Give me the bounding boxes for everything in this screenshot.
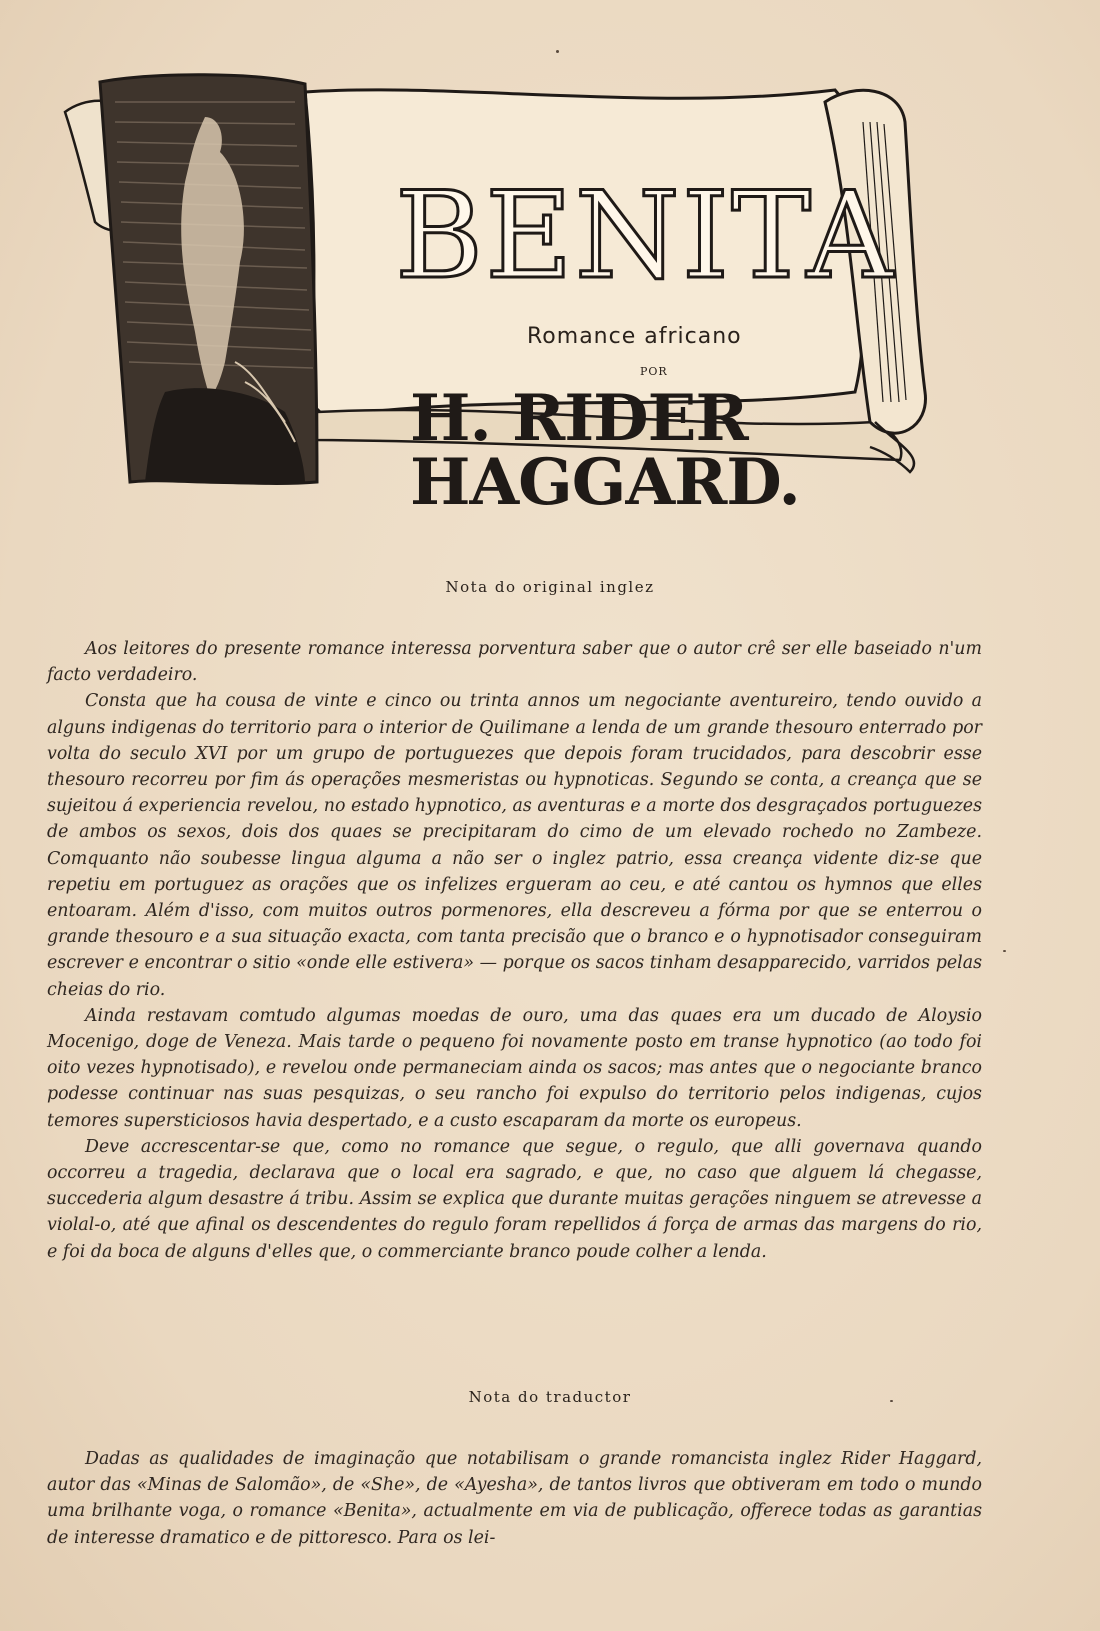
paper-speck: [1003, 950, 1006, 952]
by-label: POR: [640, 365, 668, 378]
section-heading-translator: Nota do traductor: [468, 1388, 632, 1406]
paragraph: Dadas as qualidades de imaginação que notabilisam o grande romancista inglez Rider Haggard, autor das «Minas de Salomão», de «She», de «Ayesha», de tantos livros que obtiveram em todo o mundo uma brilhante voga, o romance «Benita», actualmente em via de publicação, offerece todas as garantias de interesse dramatico e de pittoresco. Para os lei-: [47, 1449, 982, 1548]
title-banner: [55, 62, 975, 532]
book-subtitle: Romance africano: [527, 324, 742, 349]
author-name: H. RIDER HAGGARD.: [410, 381, 800, 520]
translator-note-body: [47, 1446, 982, 1551]
section-heading-original: Nota do original inglez: [445, 578, 655, 596]
paper-speck: [890, 1400, 893, 1402]
original-note-body: [47, 636, 982, 1265]
paragraph: Consta que ha cousa de vinte e cinco ou trinta annos um negociante aventureiro, tendo ouvido a alguns indigenas do territorio para o interior de Quilimane a lenda de um grande thesouro enterrado por volta do seculo XVI por um grupo de portuguezes que depois foram trucidados, para descobrir esse thesouro recorreu por fim ás operações mesmeristas ou hypnoticas. Segundo se conta, a creança que se sujeitou á experiencia revelou, no estado hypnotico, as aventuras e a morte dos desgraçados portuguezes de ambos os sexos, dois dos quaes se precipitaram do cimo de um elevado rochedo no Zambeze. Comquanto não soubesse lingua alguma a não ser o inglez patrio, essa creança vidente diz-se que repetiu em portuguez as orações que os infelizes ergueram ao ceu, e até cantou os hymnos que elles entoaram. Além d'isso, com muitos outros pormenores, ella descreveu a fórma por que se enterrou o grande thesouro e a sua situação exacta, com tanta precisão que o branco e o hypnotisador conseguiram escrever e encontrar o sitio «onde elle estivera» — porque os sacos tinham desapparecido, varridos pelas cheias do rio.: [47, 691, 982, 1000]
paragraph: Ainda restavam comtudo algumas moedas de ouro, uma das quaes era um ducado de Aloysio Mocenigo, doge de Veneza. Mais tarde o pequeno foi novamente posto em transe hypnotico (ao todo foi oito vezes hypnotisado), e revelou onde permaneciam ainda os sacos; mas antes que o negociante branco podesse continuar nas suas pesquizas, o seu rancho foi expulso do territorio pelos indigenas, cujos temores supersticiosos havia despertado, e a custo escaparam da morte os europeus.: [47, 1005, 982, 1131]
book-title: BENITA: [395, 167, 896, 306]
paragraph: Deve accrescentar-se que, como no romance que segue, o regulo, que alli governava quando occorreu a tragedia, declarava que o local era sagrado, e que, no caso que alguem lá chegasse, succederia algum desastre á tribu. Assim se explica que durante muitas gerações ninguem se atrevesse a violal-o, até que afinal os descendentes do regulo foram repellidos á força de armas das margens do rio, e foi da boca de alguns d'elles que, o commerciante branco poude colher a lenda.: [47, 1136, 982, 1262]
paragraph: Aos leitores do presente romance interessa porventura saber que o autor crê ser elle baseiado n'um facto verdadeiro.: [47, 639, 982, 686]
paper-speck: [556, 50, 559, 53]
